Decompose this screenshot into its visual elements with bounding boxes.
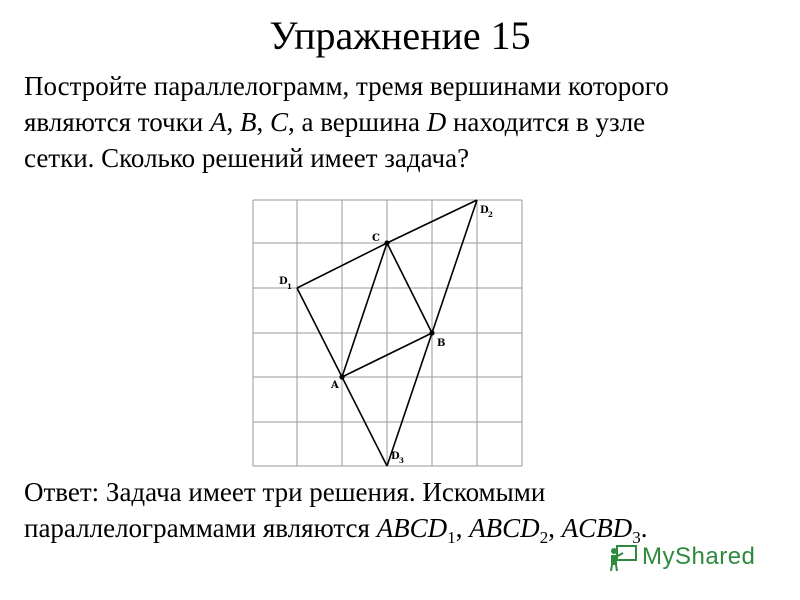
problem-text-2a: являются точки xyxy=(24,107,210,137)
problem-text-1: Постройте параллелограмм, тремя вершинами которого xyxy=(24,71,669,101)
label-c: C xyxy=(372,233,380,244)
teacher-at-board-icon xyxy=(608,542,638,572)
point-c xyxy=(384,240,389,245)
answer-text-1: Ответ: Задача имеет три решения. Искомыми xyxy=(24,477,546,507)
label-d3: D xyxy=(391,451,400,462)
problem-text-2c: находится в узле xyxy=(446,107,646,137)
myshared-logo xyxy=(608,542,768,572)
edge-b-d3 xyxy=(387,333,432,466)
edge-d2-b xyxy=(432,200,477,333)
label-b: B xyxy=(437,338,446,349)
answer-text-2: параллелограммами являются xyxy=(24,513,377,543)
parallelogram-2: ABCD xyxy=(469,513,540,543)
logo-text: MyShared xyxy=(642,543,756,570)
parallelogram-3: ACBD xyxy=(561,513,633,543)
answer-line-2 xyxy=(24,510,772,546)
point-a-text: A xyxy=(209,107,227,137)
label-d3-sub: 3 xyxy=(399,456,404,465)
parallelogram-1-sub: 1 xyxy=(447,528,456,547)
separator: , xyxy=(226,107,240,137)
parallelogram-1: ABCD xyxy=(376,513,448,543)
separator: , xyxy=(256,107,270,137)
separator: , xyxy=(455,513,470,543)
label-d1-sub: 1 xyxy=(287,282,292,291)
label-d2-sub: 2 xyxy=(488,210,493,219)
grid xyxy=(253,200,522,466)
label-a: A xyxy=(331,380,339,391)
problem-text-3: сетки. Сколько решений имеет задача? xyxy=(24,143,470,173)
answer-line-1 xyxy=(24,474,772,510)
period: . xyxy=(640,513,648,543)
parallelogram-3-sub: 3 xyxy=(632,528,641,547)
problem-text-2b: , а вершина xyxy=(287,107,427,137)
point-c-text: C xyxy=(269,107,288,137)
point-a xyxy=(339,374,344,379)
edge-a-c xyxy=(342,243,387,377)
parallelogram-2-sub: 2 xyxy=(539,528,549,547)
point-b xyxy=(429,330,434,335)
label-d2: D xyxy=(480,205,489,216)
label-d1: D xyxy=(279,276,288,287)
answer-statement xyxy=(24,474,772,546)
point-b-text: B xyxy=(239,107,257,137)
point-d-text: D xyxy=(426,107,447,137)
page-title: Упражнение 15 xyxy=(269,13,531,58)
separator: , xyxy=(548,513,562,543)
